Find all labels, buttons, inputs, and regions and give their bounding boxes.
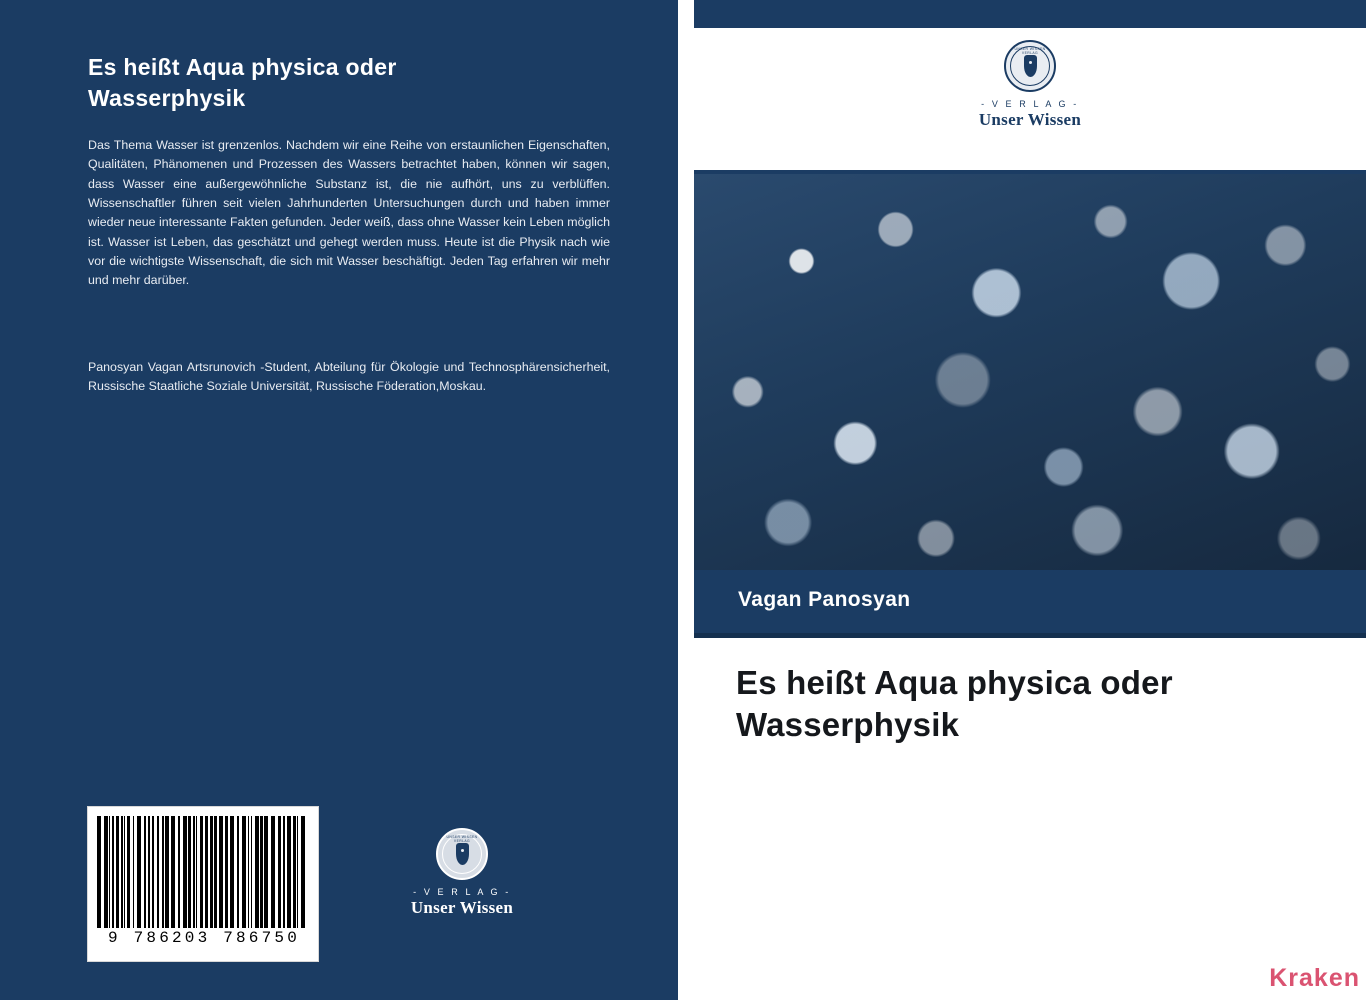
isbn-barcode (87, 806, 319, 962)
logo-micro-text: UNSER WISSEN VERLAG (446, 835, 478, 843)
nib-shape-icon (456, 843, 469, 865)
back-cover-author-affiliation: Panosyan Vagan Artsrunovich -Student, Abteilung für Ökologie und Technosphärensicherheit, Russische Staatliche Soziale Universität, Russische Föderation,Moskau. (88, 360, 610, 394)
publisher-logo-front (694, 40, 1366, 130)
back-cover-panel (0, 0, 678, 1000)
pen-nib-logo-icon (1004, 40, 1056, 92)
logo-micro-text: UNSER WISSEN VERLAG (1014, 47, 1046, 55)
publisher-verlag-label: - V E R L A G - (413, 887, 511, 897)
publisher-logo-back (403, 828, 521, 918)
front-cover-panel (694, 0, 1366, 1000)
back-cover-blurb: Das Thema Wasser ist grenzenlos. Nachdem wir eine Reihe von erstaunlichen Eigenschaften, Qualitäten, Phänomenen und Prozessen des Wassers betrachtet haben, können wir sagen, dass Wasser eine außergewöhnliche Substanz ist, die nie aufhört, uns zu verblüffen. Wissenschaftler führen seit vielen Jahrhunderten Untersuchungen durch und haben immer wieder neue interessante Fakten gefunden. Jeder weiß, dass ohne Wasser kein Leben möglich ist. Wasser ist Leben, das geschätzt und gehegt werden muss. Heute ist die Physik nach wie vor die wichtigste Wissenschaft, die sich mit Wasser beschäftigt. Jeden Tag erfahren wir mehr und mehr darüber. (88, 138, 610, 288)
publisher-name: Unser Wissen (978, 110, 1082, 129)
cover-photo-water-bokeh (694, 170, 1366, 570)
kraken-watermark: Kraken (1269, 964, 1360, 992)
back-cover-title: Es heißt Aqua physica oder Wasserphysik (88, 54, 397, 112)
barcode-bars (97, 816, 311, 928)
front-cover-author-name: Vagan Panosyan (738, 588, 911, 611)
front-cover-top-band (694, 0, 1366, 28)
front-cover-title: Es heißt Aqua physica oder Wasserphysik (736, 664, 1173, 744)
barcode-digits: 9 786203 786750 (107, 929, 301, 947)
book-spine (678, 0, 694, 1000)
front-cover-author-band (694, 570, 1366, 638)
pen-nib-logo-icon (436, 828, 488, 880)
publisher-verlag-label: - V E R L A G - (981, 99, 1079, 109)
publisher-name: Unser Wissen (410, 898, 514, 917)
nib-shape-icon (1024, 55, 1037, 77)
